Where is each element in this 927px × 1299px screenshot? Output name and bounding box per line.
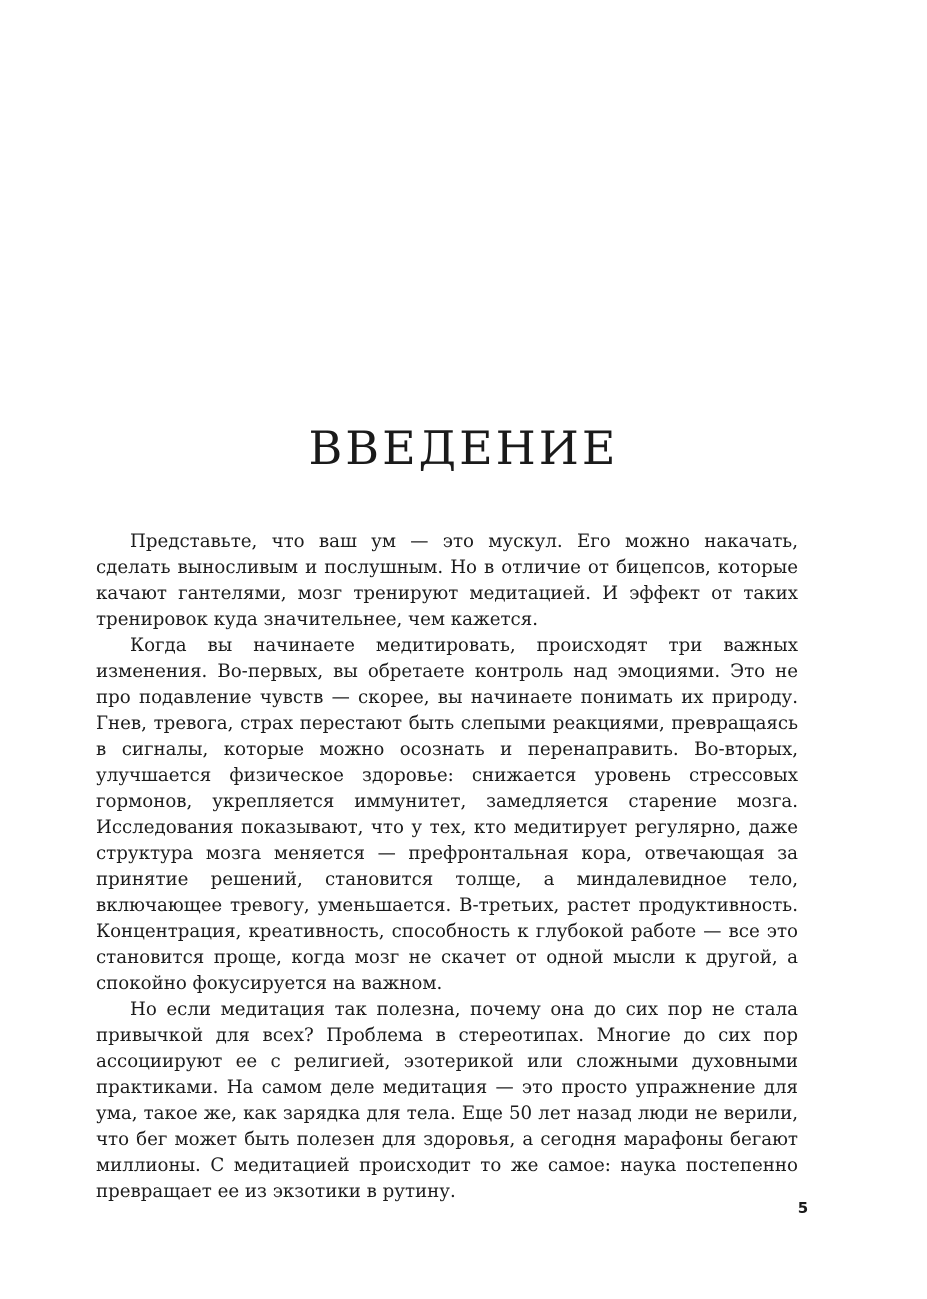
page-number: 5 [797,1199,809,1217]
paragraph-3: Но если медитация так полезна, почему она до сих пор не стала привычкой для всех? Проблема в стереотипах. Многие до сих пор ассоциируют ее с религией, эзотерикой или сложными духовными практиками. На самом деле медитация — это просто упражнение для ума, такое же, как зарядка для тела. Еще 50 лет назад люди не верили, что бег может быть полезен для здоровья, а сегодня марафоны бегают миллионы. С медитацией происходит то же самое: наука постепенно превращает ее из экзотики в рутину. [96,999,798,1202]
body-text [96,529,798,1205]
chapter-title: ВВЕДЕНИЕ [308,421,619,475]
paragraph-2: Когда вы начинаете медитировать, происходят три важных изменения. Во-первых, вы обретаете контроль над эмоциями. Это не про подавление чувств — скорее, вы начинаете понимать их природу. Гнев, тревога, страх перестают быть слепыми реакциями, превращаясь в сигналы, которые можно осознать и перенаправить. Во-вторых, улучшается физическое здоровье: снижается уровень стрессовых гормонов, укрепляется иммунитет, замедляется старение мозга. Исследования показывают, что у тех, кто медитирует регулярно, даже структура мозга меняется — префронтальная кора, отвечающая за принятие решений, становится толще, а миндалевидное тело, включающее тревогу, уменьшается. В-третьих, растет продуктивность. Концентрация, креативность, способность к глубокой работе — все это становится проще, когда мозг не скачет от одной мысли к другой, а спокойно фокусируется на важном. [96,635,798,994]
paragraph-1: Представьте, что ваш ум — это мускул. Его можно накачать, сделать выносливым и послушным. Но в отличие от бицепсов, которые качают гантелями, мозг тренируют медитацией. И эффект от таких тренировок куда значительнее, чем кажется. [96,531,798,630]
